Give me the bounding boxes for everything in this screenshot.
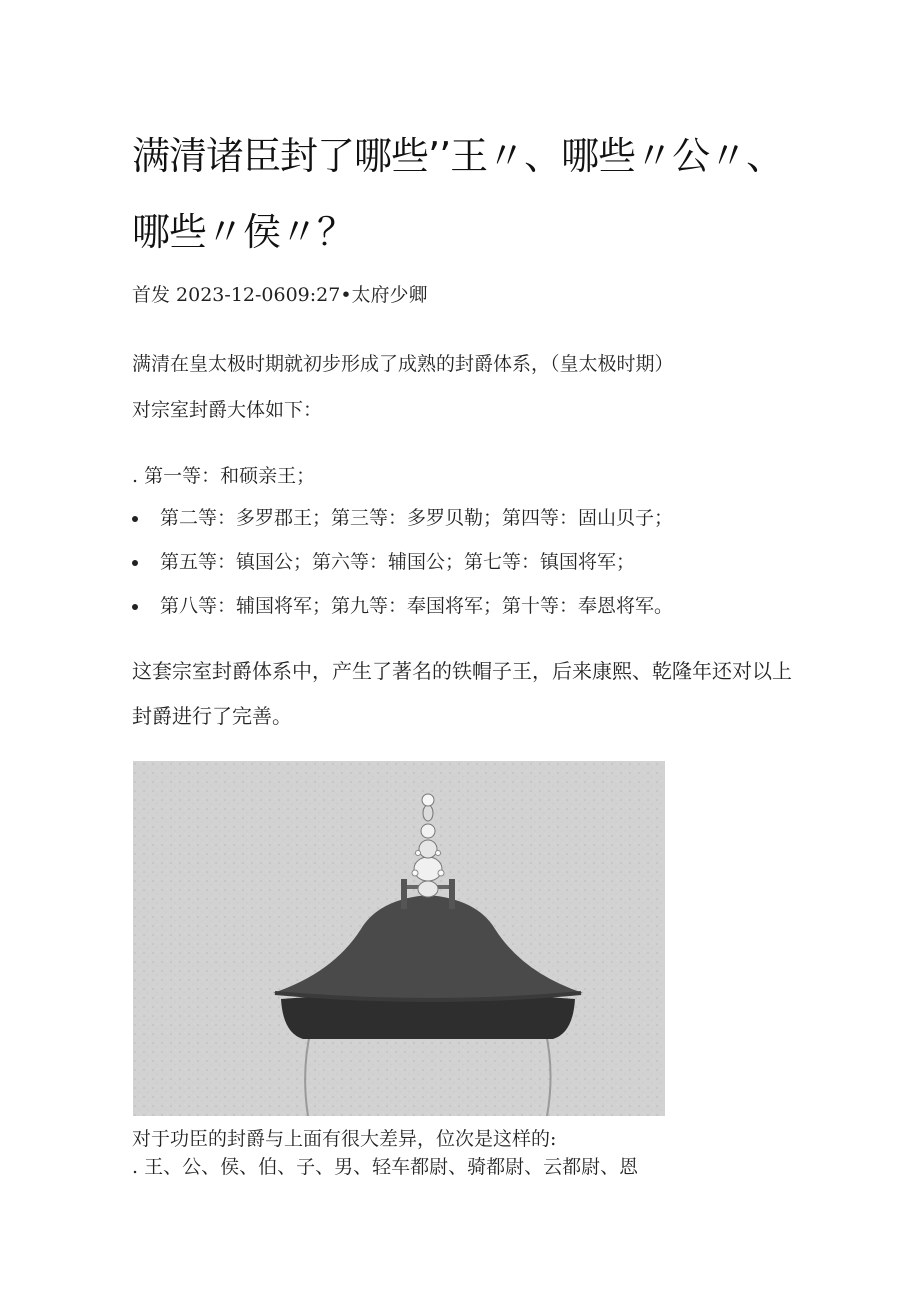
rank-list bbox=[132, 506, 673, 638]
bullet-icon bbox=[132, 516, 138, 522]
title-line-1: 满清诸臣封了哪些’’王〃、哪些〃公〃、 bbox=[132, 134, 784, 178]
bullet-icon bbox=[132, 560, 138, 566]
intro-line-2: 对宗室封爵大体如下： bbox=[132, 399, 323, 421]
list-item bbox=[132, 594, 673, 638]
intro-line-1: 满清在皇太极时期就初步形成了成熟的封爵体系，（皇太极时期） bbox=[132, 353, 674, 375]
bullet-icon bbox=[132, 604, 138, 610]
title-line-2: 哪些〃侯〃？ bbox=[132, 210, 355, 254]
qing-hat-figure bbox=[133, 761, 665, 1116]
paragraph-2-line-1: 这套宗室封爵体系中，产生了著名的铁帽子王，后来康熙、乾隆年还对以上 bbox=[132, 659, 792, 683]
list-item-text: 第二等：多罗郡王；第三等：多罗贝勒；第四等：固山贝子； bbox=[160, 507, 674, 529]
list-item-text: 第八等：辅国将军；第九等：奉国将军；第十等：奉恩将军。 bbox=[160, 595, 674, 617]
caption-line-2: . 王、公、侯、伯、子、男、轻车都尉、骑都尉、云都尉、恩 bbox=[132, 1156, 639, 1178]
article-title bbox=[132, 118, 812, 270]
official-hat-icon bbox=[133, 761, 665, 1116]
list-item bbox=[132, 506, 673, 550]
list-item bbox=[132, 550, 673, 594]
rank-first: . 第一等：和硕亲王； bbox=[132, 465, 316, 487]
paragraph-2-line-2: 封爵进行了完善。 bbox=[132, 704, 292, 728]
article-meta: 首发 2023-12-0609:27•太府少卿 bbox=[132, 284, 428, 306]
list-item-text: 第五等：镇国公；第六等：辅国公；第七等：镇国将军； bbox=[160, 551, 636, 573]
caption-line-1: 对于功臣的封爵与上面有很大差异，位次是这样的: bbox=[132, 1128, 557, 1150]
